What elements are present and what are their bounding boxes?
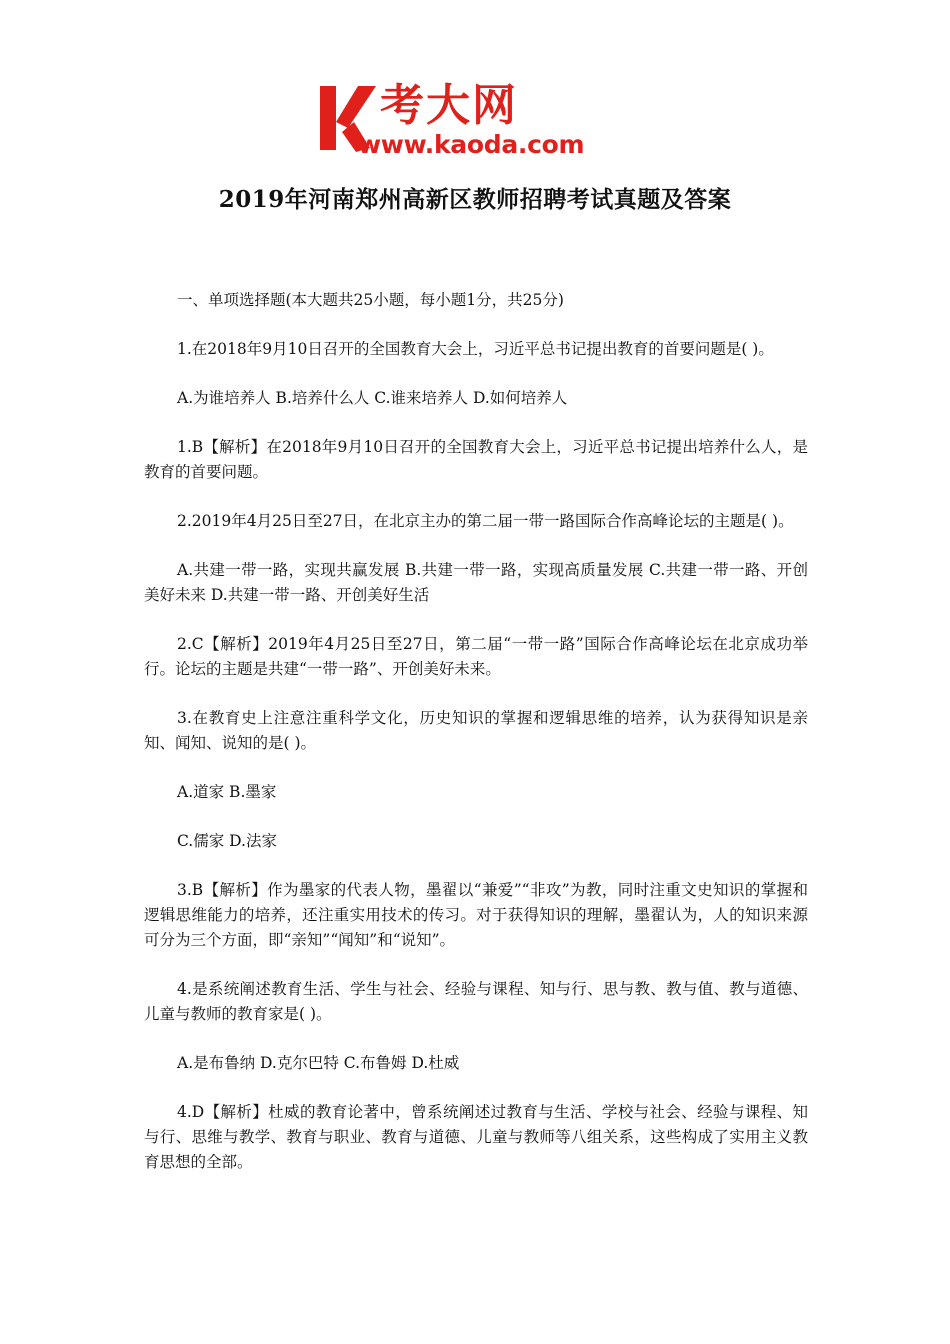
question-3: 3.在教育史上注意注重科学文化，历史知识的掌握和逻辑思维的培养，认为获得知识是亲知、闻知、说知的是( )。	[144, 709, 808, 752]
answer-4: 4.D【解析】杜威的教育论著中，曾系统阐述过教育与生活、学校与社会、经验与课程、知与行、思维与教学、教育与职业、教育与道德、儿童与教师等八组关系，这些构成了实用主义教育思想的全部。	[144, 1103, 808, 1171]
question-2: 2.2019年4月25日至27日，在北京主办的第二届一带一路国际合作高峰论坛的主题是( )。	[177, 512, 794, 530]
logo-url-text: www.kaoda.com	[358, 130, 585, 159]
question-4: 4.是系统阐述教育生活、学生与社会、经验与课程、知与行、思与教、教与值、教与道德、儿童与教师的教育家是( )。	[144, 980, 808, 1023]
logo-brand-text: 考大网	[380, 80, 518, 131]
question-1-options: A.为谁培养人 B.培养什么人 C.谁来培养人 D.如何培养人	[177, 389, 568, 407]
answer-2: 2.C【解析】2019年4月25日至27日，第二届“一带一路”国际合作高峰论坛在北京成功举行。论坛的主题是共建“一带一路”、开创美好未来。	[144, 635, 808, 678]
answer-3: 3.B【解析】作为墨家的代表人物，墨翟以“兼爱”“非攻”为教，同时注重文史知识的掌握和逻辑思维能力的培养，还注重实用技术的传习。对于获得知识的理解，墨翟认为，人的知识来源可分为三个方面，即“亲知”“闻知”和“说知”。	[144, 881, 808, 949]
answer-1: 1.B【解析】在2018年9月10日召开的全国教育大会上，习近平总书记提出培养什么人，是教育的首要问题。	[144, 438, 808, 481]
question-4-options: A.是布鲁纳 D.克尔巴特 C.布鲁姆 D.杜威	[177, 1054, 460, 1072]
question-3-options-ab: A.道家 B.墨家	[177, 783, 277, 801]
question-3-options-cd: C.儒家 D.法家	[177, 832, 277, 850]
kaoda-logo	[318, 82, 638, 162]
question-1: 1.在2018年9月10日召开的全国教育大会上，习近平总书记提出教育的首要问题是( )。	[177, 340, 774, 358]
document-title: 2019年河南郑州高新区教师招聘考试真题及答案	[218, 186, 732, 213]
section-heading: 一、单项选择题(本大题共25小题，每小题1分，共25分)	[177, 291, 564, 309]
question-2-options: A.共建一带一路，实现共赢发展 B.共建一带一路，实现高质量发展 C.共建一带一路、开创美好未来 D.共建一带一路、开创美好生活	[144, 561, 808, 604]
document-body	[144, 288, 808, 1175]
